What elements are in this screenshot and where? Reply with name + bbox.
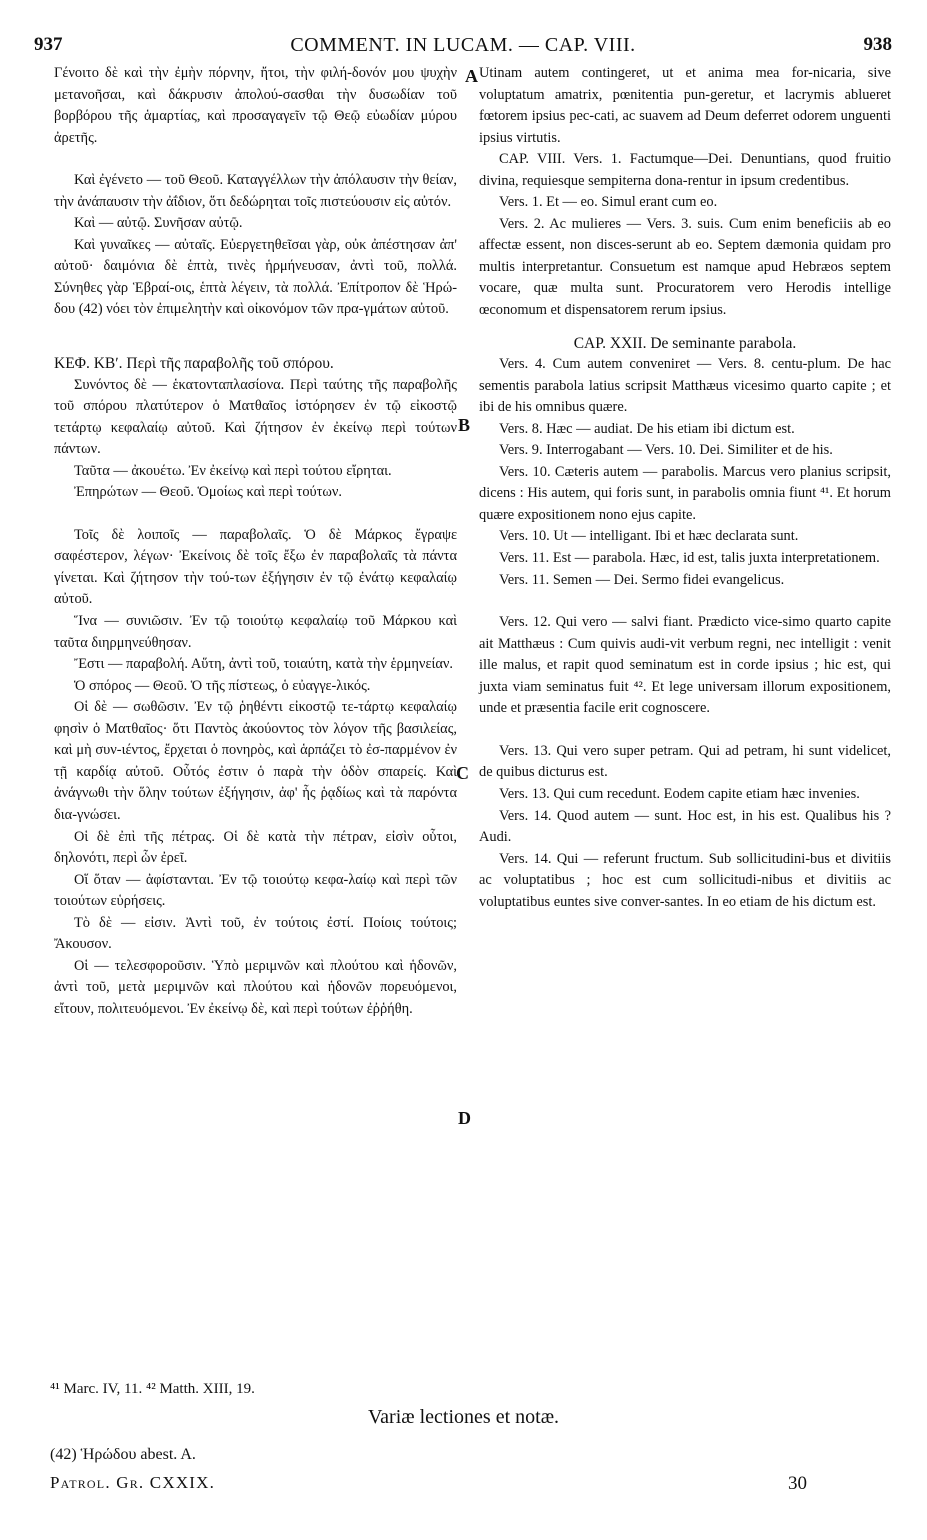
greek-paragraph: Τοῖς δὲ λοιποῖς — παραβολαῖς. Ὁ δὲ Μάρκος ἔγραψε σαφέστερον, λέγων· Ἐκείνοις δὲ τοῖς ἔξω ἐν παραβολαῖς τὰ πάντα γίνεται. Καὶ ζήτησον τὴν τού-των ἐξήγησιν ἐν τῷ ἐνάτῳ κεφαλαίῳ αὐτοῦ. (54, 526, 457, 608)
latin-paragraph: Vers. 1. Et — eo. Simul erant cum eo. (499, 194, 718, 211)
greek-paragraph: Ὁ σπόρος — Θεοῦ. Ὁ τῆς πίστεως, ὁ εὐαγγε-λικός. (74, 677, 371, 694)
latin-paragraph: Vers. 10. Cæteris autem — parabolis. Marcus vero planius scripsit, dicens : His autem, qui foris sunt, in parabolis omnia fiunt ⁴¹. Et horum quære expositionem nono ejus capite. (479, 463, 891, 523)
page-number-left: 937 (34, 34, 63, 55)
greek-paragraph: Τὸ δὲ — εἰσιν. Ἀντὶ τοῦ, ἐν τούτοις ἐστί. Ποίοις τούτοις; Ἄκουσον. (54, 914, 457, 953)
footer-collection: Patrol. Gr. CXXIX. (50, 1473, 216, 1492)
latin-chapter-heading: CAP. XXII. De seminante parabola. (573, 334, 797, 352)
greek-paragraph: Καὶ γυναῖκες — αὐταῖς. Εὐεργετηθεῖσαι γὰρ, οὐκ ἀπέστησαν ἀπ' αὐτοῦ· δαιμόνια δὲ ἑπτὰ, τινὲς ἡρμήνευσαν, ἀντὶ τοῦ, πολλά. Σύνηθες γὰρ Ἑβραί-οις, ἑπτὰ λέγειν, τὰ πολλά. Ἐπίτροπον δὲ Ἡρώ-δου (42) νόει τὸν ἐπιμελητὴν καὶ οἰκονόμον τῶν πρα-γμάτων αὐτοῦ. (54, 236, 457, 318)
greek-paragraph: Γένοιτο δὲ καὶ τὴν ἐμὴν πόρνην, ἤτοι, τὴν φιλή-δονόν μου ψυχὴν μετανοῆσαι, καὶ δάκρυσιν ἀπολού-σασθαι τὴν δυσωδίαν τοῦ βορβόρου τῆς ἁμαρτίας, καὶ προσαγαγεῖν τῷ Θεῷ εὐωδίαν μύρου ἀρετῆς. (54, 65, 457, 146)
variae-lectiones-title: Variæ lectiones et notæ. (367, 1406, 560, 1428)
latin-paragraph: Vers. 4. Cum autem conveniret — Vers. 8. centu-plum. De hac sementis parabola latius scripsit Matthæus vicesimo quarto capite ; et ibi de his omnibus quære. (479, 356, 891, 416)
greek-paragraph: Ἵνα — συνιῶσιν. Ἐν τῷ τοιούτῳ κεφαλαίῳ τοῦ Μάρκου καὶ ταῦτα διηρμηνεύθησαν. (54, 613, 457, 651)
latin-paragraph: Vers. 11. Est — parabola. Hæc, id est, talis juxta interpretationem. (499, 550, 880, 567)
greek-paragraph: Οἱ — τελεσφοροῦσιν. Ὑπὸ μεριμνῶν καὶ πλούτου καὶ ἡδονῶν, ἀντὶ τοῦ, μετὰ μεριμνῶν καὶ πλούτου καὶ ἡδονῶν πορευόμενοι, εἴτουν, πολιτευόμενοι. Ἐν ἐκείνῳ δὲ, καὶ περὶ τούτων ἐῤῥήθη. (54, 957, 457, 1017)
greek-chapter-heading: ΚΕΦ. ΚΒʹ. Περὶ τῆς παραβολῆς τοῦ σπόρου. (54, 355, 334, 373)
variant-note: (42) Ἡρώδου abest. A. (50, 1446, 196, 1463)
latin-column (479, 63, 891, 913)
greek-column (54, 63, 457, 1020)
margin-letter-b: B (458, 415, 471, 435)
latin-paragraph: Vers. 14. Quod autem — sunt. Hoc est, in his est. Qualibus his ? Audi. (479, 807, 891, 846)
latin-paragraph: Vers. 9. Interrogabant — Vers. 10. Dei. Similiter et de his. (499, 442, 833, 459)
latin-paragraph: CAP. VIII. Vers. 1. Factumque—Dei. Denuntians, quod fruitio divina, requiesque sempiterna dona-rentur in ipsum credentibus. (479, 151, 891, 189)
greek-paragraph: Οἱ δὲ — σωθῶσιν. Ἐν τῷ ῥηθέντι εἰκοστῷ τε-τάρτῳ κεφαλαίῳ φησὶν ὁ Ματθαῖος· ὅτι Παντὸς ἀκούοντος τὸν λόγον τῆς βασιλείας, καὶ μὴ συν-ιέντος, ἔρχεται ὁ πονηρὸς, καὶ ἁρπάζει τὸ ἐσ-παρμένον ἐν τῇ καρδίᾳ αὐτοῦ. Οὗτός ἐστιν ὁ παρὰ τὴν ὁδὸν σπαρείς. Καὶ ἀνάγνωθι τὴν ὅλην τούτων ἐξήγησιν, ἀφ' ἧς ῥᾳδίως καὶ τὰ παρόντα δια-γνώσει. (54, 699, 457, 823)
margin-letter-a: A (465, 66, 478, 86)
greek-paragraph: Ἔστι — παραβολή. Αὕτη, ἀντὶ τοῦ, τοιαύτη, κατὰ τὴν ἑρμηνείαν. (74, 656, 453, 673)
running-header (34, 34, 892, 58)
footnotes: ⁴¹ Marc. IV, 11. ⁴² Matth. XIII, 19. (50, 1381, 255, 1397)
latin-paragraph: Vers. 11. Semen — Dei. Sermo fidei evangelicus. (499, 571, 785, 588)
latin-paragraph: Vers. 14. Qui — referunt fructum. Sub sollicitudini-bus et divitiis ac voluptatibus ; hoc est cum sollicitudi-nibus et divitiis ac voluptatibus euntes sive conver-santes. In eo etiam de his dictum est. (479, 850, 891, 910)
latin-paragraph: Utinam autem contingeret, ut et anima mea for-nicaria, sive voluptatum amatrix, pœnitentia pun-geretur, et lacrymis ablueret fœtorem ipsius pec-cati, ac suavem ad Deum deferret odorem unguenti ipsius virtutis. (479, 65, 891, 146)
page-number-right: 938 (863, 34, 892, 55)
latin-paragraph: Vers. 12. Qui vero — salvi fiant. Prædicto vice-simo quarto capite ait Matthæus : Cum quivis audi-vit verbum regni, nec intelligit : venit ille malus, et rapit quod seminatum est in corde ipsius ; hic est, qui juxta viam seminatus fuit ⁴². Et lege universam illorum expositionem, unde et præsentia facile erit cognoscere. (479, 614, 891, 717)
running-title: COMMENT. IN LUCAM. — CAP. VIII. (290, 34, 636, 56)
greek-paragraph: Καὶ ἐγένετο — τοῦ Θεοῦ. Καταγγέλλων τὴν ἀπόλαυσιν τὴν θείαν, τὴν ἀνάπαυσιν τὴν ἀΐδιον, ὅτι δεδώρηται τοῖς πιστεύουσιν εἰς αὐτόν. (54, 172, 457, 210)
greek-paragraph: Ταῦτα — ἀκουέτω. Ἐν ἐκείνῳ καὶ περὶ τούτου εἴρηται. (74, 462, 392, 479)
latin-paragraph: Vers. 13. Qui cum recedunt. Eodem capite etiam hæc invenies. (499, 785, 860, 802)
greek-paragraph: Οἱ δὲ ἐπὶ τῆς πέτρας. Οἱ δὲ κατὰ τὴν πέτραν, εἰσὶν οὗτοι, δηλονότι, περὶ ὧν ἐρεῖ. (54, 828, 457, 867)
latin-paragraph: Vers. 10. Ut — intelligant. Ibi et hæc declarata sunt. (499, 528, 799, 545)
latin-paragraph: Vers. 13. Qui vero super petram. Qui ad petram, hi sunt videlicet, de quibus dicturus est. (479, 742, 891, 781)
margin-letter-c: C (456, 763, 469, 783)
greek-paragraph: Συνόντος δὲ — ἑκατονταπλασίονα. Περὶ ταύτης τῆς παραβολῆς τοῦ σπόρου πλατύτερον ὁ Ματθαῖος ἱστόρησεν ἐν τῷ εἰκοστῷ τετάρτῳ κεφαλαίῳ αὐτοῦ. Καὶ ζήτησον ἐν ἐκείνῳ περὶ τούτων πάντων. (54, 376, 457, 458)
greek-paragraph: Καὶ — αὐτῷ. Συνῆσαν αὐτῷ. (74, 215, 243, 232)
greek-paragraph: Οἵ ὅταν — ἀφίστανται. Ἐν τῷ τοιούτῳ κεφα-λαίῳ καὶ περὶ τῶν τοιούτων εὑρήσεις. (54, 871, 457, 910)
latin-paragraph: Vers. 8. Hæc — audiat. De his etiam ibi dictum est. (499, 420, 795, 437)
latin-paragraph: Vers. 2. Ac mulieres — Vers. 3. suis. Cum enim beneficiis ab eo affectæ essent, non disces-serunt ab eo. Septem dæmonia quidam pro multis interpretantur. Consuetum est namque apud Hebræos septem vocare, quæ multa sunt. Procuratorem vero Herodis intellige œconomum et dispensatorem rerum ipsius. (479, 215, 891, 319)
margin-letter-d: D (458, 1108, 471, 1128)
footer-signature: 30 (788, 1473, 807, 1494)
greek-paragraph: Ἐπηρώτων — Θεοῦ. Ὁμοίως καὶ περὶ τούτων. (74, 484, 342, 501)
